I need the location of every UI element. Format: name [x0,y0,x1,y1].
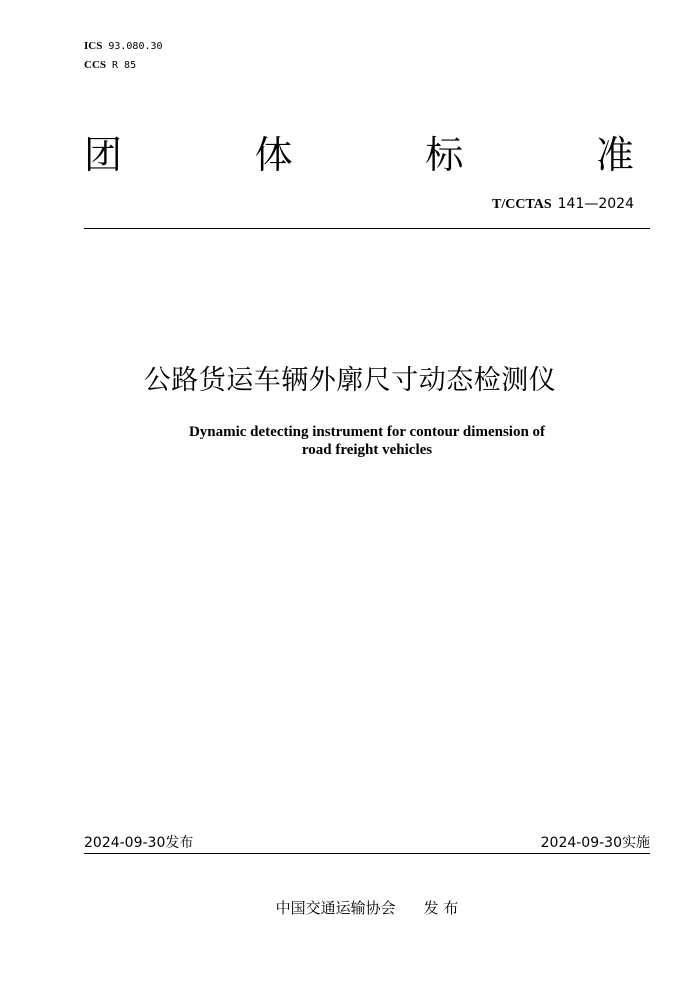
standard-type-heading [84,128,634,177]
issue-date: 2024-09-30发布 [84,835,194,851]
english-title-line: Dynamic detecting instrument for contour dimension of [188,424,546,440]
english-title [0,423,700,459]
bottom-divider [84,853,650,854]
standard-type-char: 团 [84,132,123,177]
chinese-title: 公路货运车辆外廓尺寸动态检测仪 [143,365,557,396]
ics-label: ICS [84,40,103,52]
publisher-line [0,897,700,918]
publisher-name: 中国交通运输协会 [275,899,396,917]
ics-line [84,37,163,56]
ccs-label: CCS [84,59,107,71]
ccs-value: R 85 [112,60,137,71]
publisher-action: 发 布 [423,899,459,917]
standard-type-char: 标 [425,132,464,177]
top-divider [84,228,650,229]
standard-number-prefix: T/CCTAS [491,197,552,212]
english-title-line: road freight vehicles [301,442,433,458]
standard-number-value: 141—2024 [557,196,634,212]
classification-codes [84,37,163,75]
standard-type-char: 准 [595,132,634,177]
standard-type-char: 体 [254,132,293,177]
standard-number [492,196,634,213]
implementation-date: 2024-09-30实施 [540,835,650,851]
ics-value: 93.080.30 [108,41,163,52]
ccs-line [84,56,163,75]
